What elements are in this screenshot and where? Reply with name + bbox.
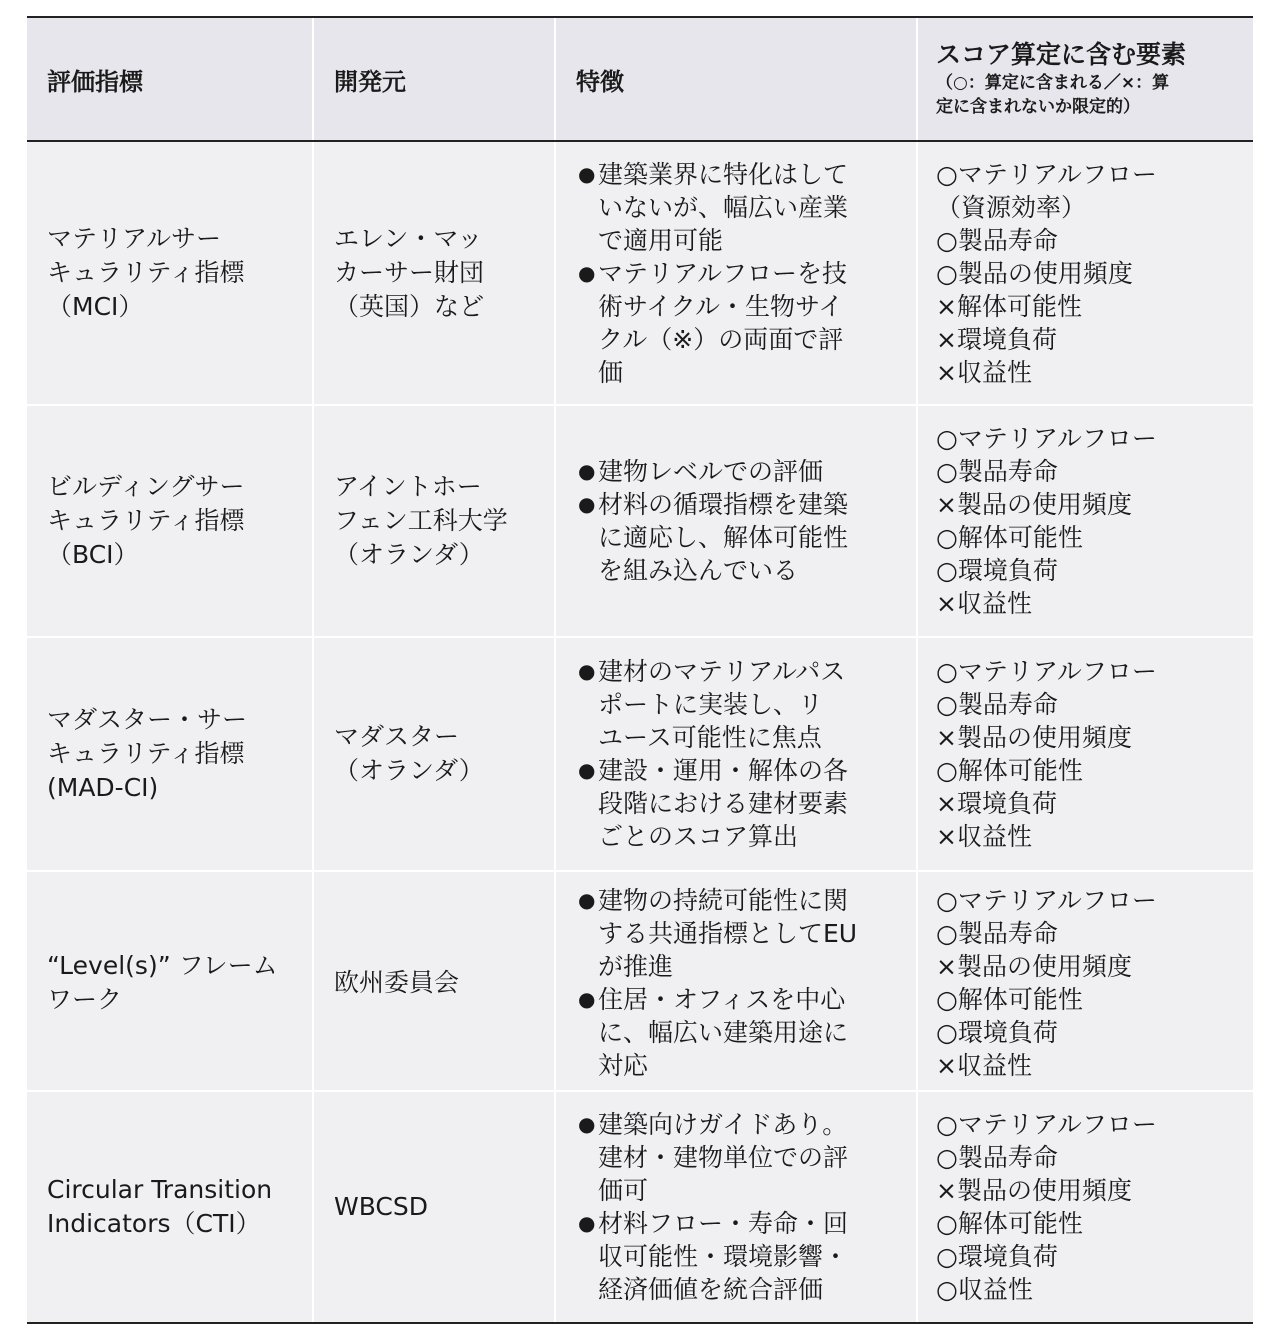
developer-cell	[312, 638, 554, 870]
score-element: ○マテリアルフロー	[936, 424, 1157, 453]
feature-bullet	[578, 655, 906, 754]
table-row	[27, 636, 1253, 870]
score-element: ×環境負荷	[936, 324, 1057, 354]
score-element: ○解体可能性	[936, 1209, 1083, 1238]
indicator-name-line: (MAD-CI)	[47, 773, 159, 802]
feature-line: ユース可能性に焦点	[598, 723, 822, 752]
bullet-dot-icon: ●	[578, 260, 596, 285]
score-element: ○環境負荷	[936, 1018, 1058, 1047]
score-element: ×製品の使用頻度	[936, 952, 1132, 981]
developer-cell	[312, 1092, 554, 1322]
feature-bullet	[578, 257, 906, 389]
feature-text	[598, 983, 906, 1082]
indicator-name-line: Indicators（CTI）	[47, 1209, 261, 1238]
score-element: ×製品の使用頻度	[936, 1176, 1132, 1205]
developer-line: 欧州委員会	[334, 968, 460, 997]
score-element: ×環境負荷	[936, 789, 1057, 818]
bullet-dot-icon: ●	[578, 161, 596, 186]
feature-line: 材料の循環指標を建築	[598, 490, 849, 519]
feature-line: に適応し、解体可能性	[598, 523, 849, 552]
feature-line: 建築業界に特化はして	[598, 159, 849, 189]
score-element: （資源効率）	[936, 192, 1087, 222]
feature-line: 建材・建物単位での評	[598, 1143, 849, 1172]
developer-line: マダスター	[334, 722, 460, 751]
indicator-name-line: （BCI）	[47, 540, 139, 569]
score-elements-cell	[916, 1092, 1253, 1322]
feature-line: 価	[598, 357, 624, 387]
feature-line: 対応	[598, 1051, 649, 1080]
score-elements-cell	[916, 638, 1253, 870]
features-cell	[554, 406, 916, 636]
score-element: ○製品寿命	[936, 225, 1058, 255]
feature-bullet	[578, 1207, 906, 1306]
indicator-name-cell	[27, 142, 312, 404]
score-element: ○解体可能性	[936, 756, 1083, 785]
score-element: ○マテリアルフロー	[936, 159, 1157, 189]
score-element: ○製品寿命	[936, 1143, 1058, 1172]
feature-line: 術サイクル・生物サイ	[598, 291, 844, 321]
indicator-name-cell	[27, 406, 312, 636]
score-element: ○製品の使用頻度	[936, 258, 1133, 288]
feature-line: 建設・運用・解体の各	[598, 756, 849, 785]
feature-bullet	[578, 983, 906, 1082]
indicator-name-cell	[27, 638, 312, 870]
feature-line: 価可	[598, 1176, 649, 1205]
feature-line: 段階における建材要素	[598, 789, 849, 818]
feature-line: 建築向けガイドあり。	[598, 1110, 848, 1139]
feature-text	[598, 884, 906, 983]
comparison-table	[27, 16, 1253, 1324]
bullet-dot-icon: ●	[578, 492, 596, 516]
feature-bullet	[578, 158, 906, 257]
bullet-dot-icon: ●	[578, 659, 596, 683]
table-row	[27, 404, 1253, 636]
features-cell	[554, 872, 916, 1094]
score-element: ○解体可能性	[936, 523, 1083, 552]
header-features: 特徴	[554, 18, 916, 140]
score-element: ○製品寿命	[936, 457, 1058, 486]
developer-line: WBCSD	[334, 1192, 429, 1221]
features-cell	[554, 638, 916, 870]
score-elements-cell	[916, 872, 1253, 1094]
indicator-name-line: マダスター・サー	[47, 705, 248, 734]
score-element: ×製品の使用頻度	[936, 723, 1132, 752]
feature-bullet	[578, 754, 906, 853]
feature-line: に、幅広い建築用途に	[598, 1018, 849, 1047]
table-row	[27, 1090, 1253, 1322]
developer-line: エレン・マッ	[334, 224, 483, 253]
table-header	[27, 18, 1253, 142]
developer-line: （オランダ）	[334, 540, 484, 569]
feature-text	[598, 754, 906, 853]
feature-text	[598, 1108, 906, 1207]
feature-bullet	[578, 884, 906, 983]
feature-text	[598, 655, 906, 754]
indicator-name-line: “Level(s)” フレーム	[47, 951, 278, 980]
score-element: ○環境負荷	[936, 556, 1058, 585]
score-element: ○製品寿命	[936, 919, 1058, 948]
bullet-dot-icon: ●	[578, 987, 596, 1011]
bullet-dot-icon: ●	[578, 459, 596, 483]
header-score-note: （○：算定に含まれる／×：算	[936, 73, 1170, 93]
bullet-dot-icon: ●	[578, 1112, 596, 1136]
feature-line: を組み込んでいる	[598, 556, 799, 585]
score-element: ×収益性	[936, 822, 1032, 851]
header-indicator: 評価指標	[47, 67, 143, 96]
feature-text	[598, 257, 906, 389]
bullet-dot-icon: ●	[578, 1211, 596, 1235]
score-element: ○解体可能性	[936, 985, 1083, 1014]
feature-line: クル（※）の両面で評	[598, 324, 844, 354]
feature-line: ごとのスコア算出	[598, 822, 799, 851]
feature-line: する共通指標としてEU	[598, 919, 858, 948]
score-element: ○マテリアルフロー	[936, 1110, 1157, 1139]
indicator-name-line: Circular Transition	[47, 1175, 273, 1204]
indicator-name-line: ワーク	[47, 985, 123, 1014]
feature-line: 住居・オフィスを中心	[598, 985, 846, 1014]
feature-line: 建材のマテリアルパス	[598, 657, 846, 686]
developer-line: （オランダ）	[334, 756, 484, 785]
feature-text	[598, 1207, 906, 1306]
feature-line: いないが、幅広い産業	[598, 192, 849, 222]
score-element: ×収益性	[936, 1051, 1032, 1080]
indicator-name-line: キュラリティ指標	[47, 739, 245, 768]
developer-cell	[312, 872, 554, 1094]
developer-cell	[312, 406, 554, 636]
feature-line: 材料フロー・寿命・回	[598, 1209, 849, 1238]
score-elements-cell	[916, 142, 1253, 404]
table-row	[27, 142, 1253, 404]
score-element: ×製品の使用頻度	[936, 490, 1132, 519]
score-element: ×収益性	[936, 357, 1032, 387]
indicator-name-line: キュラリティ指標	[47, 506, 245, 535]
feature-bullet	[578, 488, 906, 587]
feature-line: マテリアルフローを技	[598, 258, 848, 288]
feature-text	[598, 488, 906, 587]
indicator-name-line: （MCI）	[47, 292, 144, 321]
feature-line: で適用可能	[598, 225, 724, 255]
developer-line: （英国）など	[334, 292, 485, 321]
indicator-name-cell	[27, 872, 312, 1094]
table-row	[27, 870, 1253, 1090]
developer-line: フェン工科大学	[334, 506, 508, 535]
score-element: ○収益性	[936, 1275, 1033, 1304]
feature-line: ポートに実装し、リ	[598, 690, 824, 719]
feature-bullet	[578, 455, 906, 488]
feature-line: 建物の持続可能性に関	[598, 886, 849, 915]
indicator-name-cell	[27, 1092, 312, 1322]
score-element: ○製品寿命	[936, 690, 1058, 719]
feature-bullet	[578, 1108, 906, 1207]
header-developer: 開発元	[312, 18, 554, 140]
feature-line: 収可能性・環境影響・	[598, 1242, 849, 1271]
header-score-elements	[916, 18, 1253, 140]
features-cell	[554, 142, 916, 404]
indicator-name-line: キュラリティ指標	[47, 258, 245, 287]
bullet-dot-icon: ●	[578, 888, 596, 912]
features-cell	[554, 1092, 916, 1322]
score-element: ○環境負荷	[936, 1242, 1058, 1271]
developer-line: アイントホー	[334, 472, 482, 501]
developer-cell	[312, 142, 554, 404]
header-score-note: 定に含まれないか限定的）	[936, 97, 1140, 117]
feature-line: 建物レベルでの評価	[598, 457, 824, 486]
score-element: ○マテリアルフロー	[936, 886, 1157, 915]
feature-line: が推進	[598, 952, 674, 981]
score-element: ×収益性	[936, 589, 1032, 618]
bullet-dot-icon: ●	[578, 758, 596, 782]
feature-text	[598, 158, 906, 257]
header-score-title: スコア算定に含む要素	[936, 40, 1187, 69]
feature-line: 経済価値を統合評価	[598, 1275, 824, 1304]
developer-line: カーサー財団	[334, 258, 485, 287]
score-elements-cell	[916, 406, 1253, 636]
indicator-name-line: ビルディングサー	[47, 472, 245, 501]
indicator-name-line: マテリアルサー	[47, 224, 222, 253]
score-element: ○マテリアルフロー	[936, 657, 1157, 686]
feature-text	[598, 455, 906, 488]
score-element: ×解体可能性	[936, 291, 1082, 321]
